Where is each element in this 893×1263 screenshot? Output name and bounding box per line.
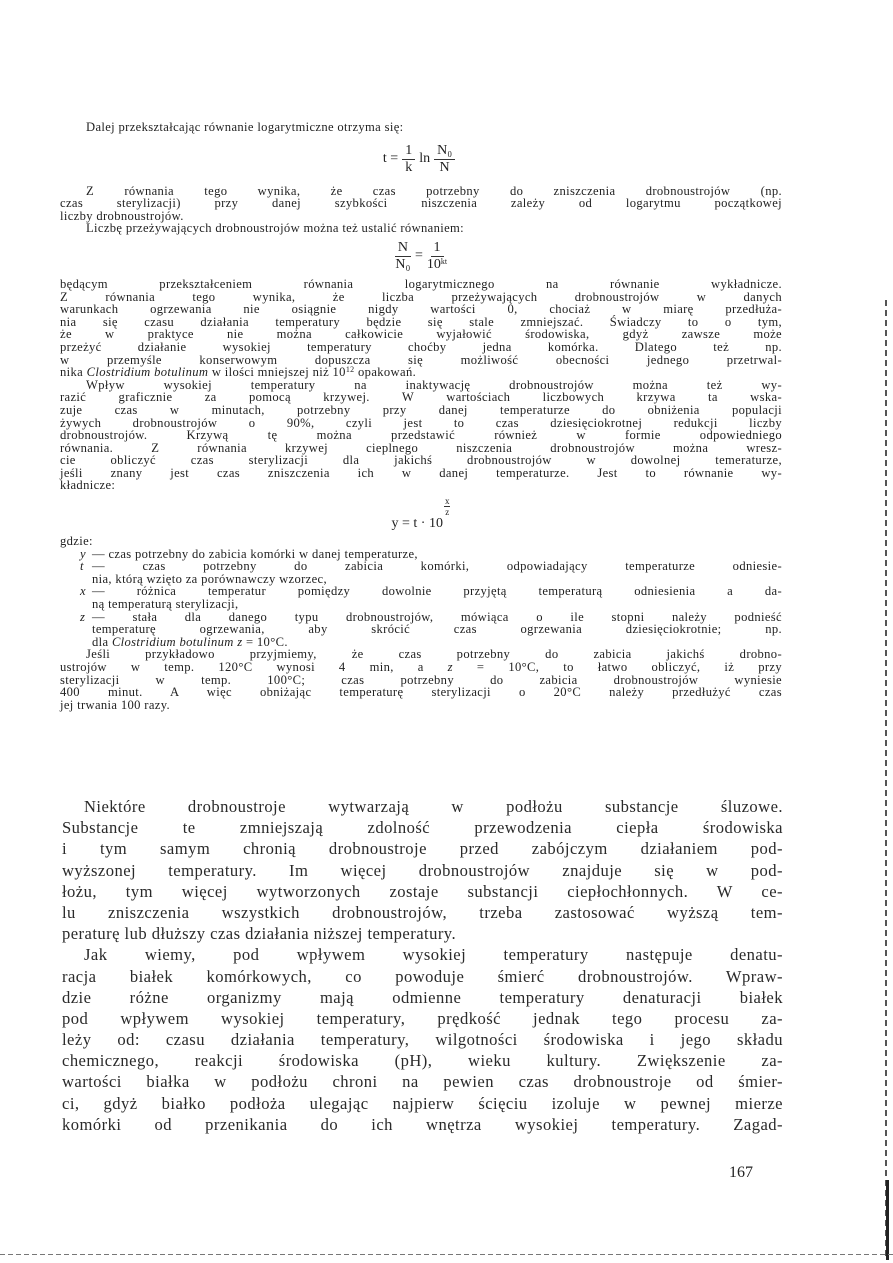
text-line: lu zniszczenia wszystkich drobnoustrojów, trzeba zastosować wyższą tem- [62,902,783,922]
italic-text: Clostridium botulinum [86,365,209,380]
superscript: 12 [345,365,355,375]
denominator [427,257,447,273]
text-span: = 10°C, to łatwo obliczyć, iż przy [452,660,782,674]
text-span: będącym przekształceniem równania logarytmicznego na równanie wykładnicze. [60,276,782,291]
text-line: łożu, tym więcej wytworzonych zostaje substancji ciepłochłonnych. W ce- [62,881,783,901]
text-line [60,121,782,134]
text-line: Niektóre drobnoustroje wytwarzają w podłożu substancje śluzowe. [84,797,783,816]
definition-symbol: x [80,584,86,599]
text-line: pod wpływem wysokiej temperatury, prędkość jednak tego procesu za- [62,1008,783,1028]
text-span: opakowań. [354,365,417,380]
text-span: Liczbę przeżywających drobnoustrojów można też ustalić równaniem: [86,221,465,236]
text-span: Wpływ wysokiej temperatury na inaktywację drobnoustrojów można też wy- [86,377,782,392]
text-line: wyższonej temperatury. Im więcej drobnoustrojów znajduje się w pod- [62,860,783,880]
definition-symbol: z [80,609,86,624]
text-span: nika [60,365,87,380]
text-line [60,222,782,235]
small-print-section [60,121,782,711]
main-text-section [62,796,783,1135]
text-span: dla [92,634,112,649]
text-span: sterylizacji w temp. 100°C; czas potrzebny do zabicia drobnoustrojów wyniesie [60,672,782,687]
text-span: razić graficznie za pomocą krzywej. W wartościach liczbowych krzywa ta wska- [60,390,782,405]
fraction [395,240,411,273]
italic-text: Clostridium botulinum z [111,634,243,649]
text-span: warunkach ogrzewania nie osiągnie nigdy wartości 0, chociaż w miarę przedłuża- [60,302,782,317]
text-line: peraturę lub dłuższy czas działania niższej temperatury. [62,924,457,944]
text-span: — czas potrzebny do zabicia komórki w danej temperaturze, [92,546,418,561]
text-span: jej trwania 100 razy. [60,697,171,712]
denominator: k [405,159,413,175]
fraction [444,496,451,517]
text-span: nia, którą wzięto za porównawczy wzorzec, [92,571,327,586]
text-line: wartości białka w podłożu chroni na pewien czas drobnoustroje od śmier- [62,1072,783,1092]
scan-edge-artifact [885,300,887,1260]
text-span: że w praktyce nie można całkowicie wyjałowić środowiska, gdyż zawsze może [60,327,782,342]
text-span: w ilości mniejszej niż 10 [208,365,346,380]
text-span: przeżyć działanie wysokiej temperatury choćby jedna komórka. Dlatego też np. [60,339,782,354]
text-line [60,467,782,480]
formula-lhs: t = [382,150,399,166]
denominator: N [439,159,450,175]
formula-ln: ln [419,150,431,166]
text-span: żywych drobnoustrojów o 90%, czyli jest to czas dziesięciokrotnej redukcji liczby [60,415,782,430]
text-line [60,699,782,712]
numerator: N [395,240,411,257]
numerator: 1 [402,143,415,160]
text-span: jeśli znany jest czas zniszczenia ich w danej temperaturze. Jest to równanie wy- [60,465,782,480]
scan-edge-shadow [886,1180,889,1260]
text-span: Jeśli przykładowo przyjmiemy, że czas potrzebny do zabicia jakichś drobno- [86,647,782,662]
text-span: gdzie: [60,534,93,549]
text-span: temperaturę ogrzewania, aby skrócić czas ogrzewania dziesięciokrotnie; np. [92,622,782,637]
text-span: kładnicze: [60,478,116,493]
text-span: Z równania tego wynika, że czas potrzebny do zniszczenia drobnoustrojów (np. [86,183,782,198]
italic-text: z [447,660,453,674]
formula-survivors [60,235,782,278]
fraction [434,143,455,176]
formula-exponential [60,492,782,535]
text-line: ci, gdyż białko podłoża ulegając najpierw ścięciu izoluje w pewnej mierze [62,1093,783,1113]
text-span: równania. Z równania krzywej cieplnego niszczenia drobnoustrojów można wresz- [60,440,782,455]
text-span: nia się czasu działania temperatury będzie się stale zmniejszać. Świadczy to o tym, [60,314,782,329]
fraction [427,240,447,273]
text-line [60,479,782,492]
text-line: Jak wiemy, pod wpływem wysokiej temperatury następuje denatu- [84,945,783,965]
text-span: czas sterylizacji) przy danej szybkości niszczenia zależy od logarytmu początkowej [60,196,782,211]
text-span: drobnoustrojów. Krzywą tę można przedstawić również w formie odpowiedniego [60,428,782,443]
text-span: — czas potrzebny do zabicia komórki, odpowiadający temperaturze odniesie- [92,559,782,574]
denominator: N₀ [395,256,411,272]
text-span: Dalej przekształcając równanie logarytmiczne otrzyma się: [86,120,404,134]
text-line: chemicznego, reakcji środowiska (pH), wieku kultury. Zwiększenie za- [62,1051,783,1071]
formula-lhs: y = t · 10 [391,516,443,532]
numerator: 1 [431,240,444,257]
text-line: komórki od przenikania do ich wnętrza wysokiej temperatury. Zagad- [62,1114,783,1134]
text-span: Z równania tego wynika, że liczba przeżywających drobnoustrojów w danych [60,289,782,304]
numerator: x [444,496,450,507]
text-span: zuje czas w minutach, potrzebny przy danej temperaturze do obniżenia populacji [60,402,782,417]
text-span: 400 minut. A więc obniżając temperaturę sterylizacji o 20°C należy przedłużyć czas [60,685,782,700]
text-span: ną temperaturą sterylizacji, [92,597,239,612]
fraction [402,143,415,176]
text-line: dzie różne organizmy mają odmienne temperatury denaturacji białek [62,987,783,1007]
text-span: ustrojów w temp. 120°C wynosi 4 min, a [60,660,448,674]
text-line: Substancje te zmniejszają zdolność przewodzenia ciepła środowiska [62,818,783,838]
definition-symbol: t [80,559,84,574]
formula-time [60,134,782,185]
numerator: N₀ [434,143,455,160]
text-span: w przemyśle konserwowym dopuszcza się możliwość obecności jednego przetrwal- [60,352,782,367]
page-number: 167 [729,1164,753,1181]
exponent: kt [440,256,448,266]
text-span: cie obliczyć czas sterylizacji dla jakichś drobnoustrojów w dowolnej temeraturze, [60,453,782,468]
denominator: z [445,507,450,518]
formula-equals: = [414,248,423,264]
scan-bottom-edge [0,1254,893,1255]
text-span: = 10°C. [242,634,288,649]
definition-symbol: y [80,546,86,561]
base: 10 [426,256,441,272]
text-line: i tym samym chronią drobnoustroje przed zabójczym działaniem pod- [62,839,783,859]
text-line: racja białek komórkowych, co powoduje śmierć drobnoustrojów. Wpraw- [62,966,783,986]
text-span: liczby drobnoustrojów. [60,208,184,223]
text-span: — różnica temperatur pomiędzy dowolnie przyjętą temperaturą odniesienia a da- [92,584,782,599]
text-line: leży od: czasu działania temperatury, wilgotności środowiska i jego składu [62,1030,783,1050]
text-span: — stała dla danego typu drobnoustrojów, mówiąca o ile stopni należy podnieść [92,609,782,624]
